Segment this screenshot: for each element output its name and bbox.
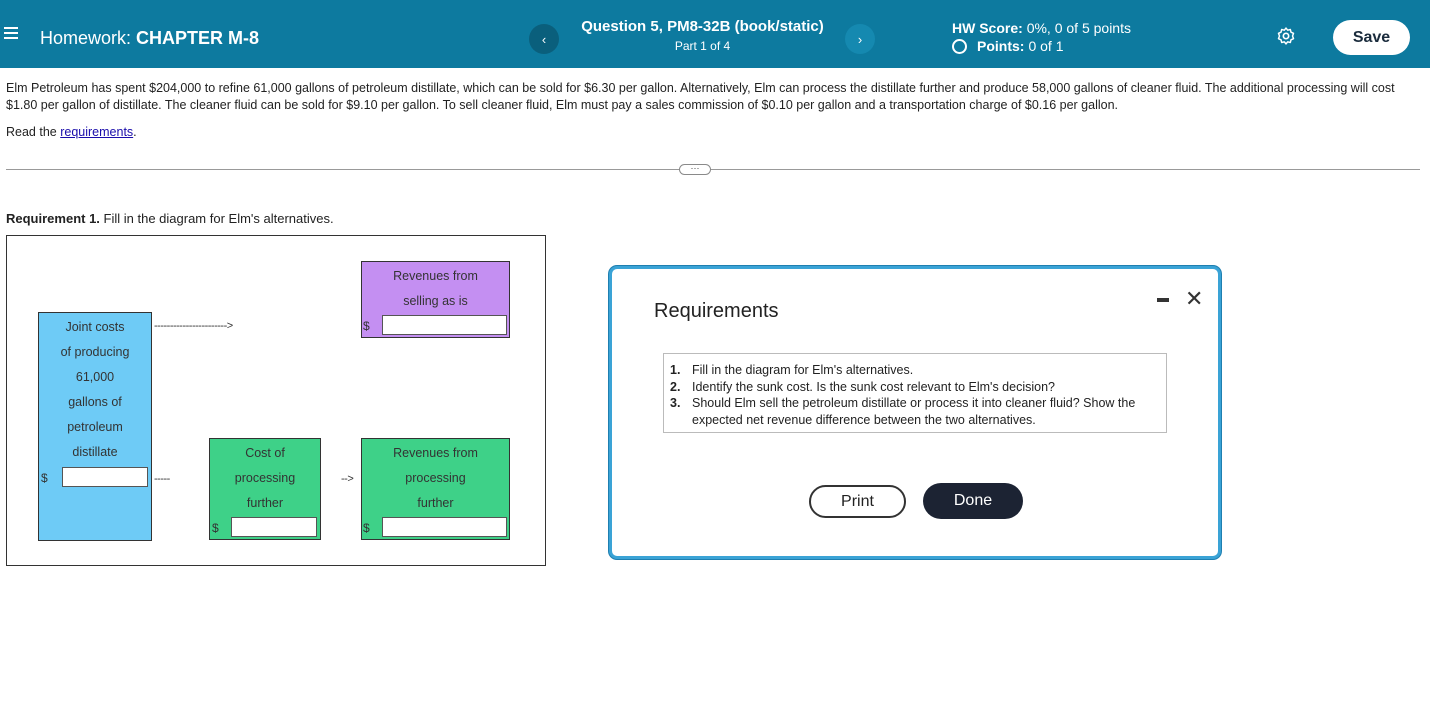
question-part: Part 1 of 4 [674,39,731,53]
joint-costs-label-line: Joint costs [65,320,125,334]
cost-further-input[interactable] [231,517,317,537]
joint-costs-box [38,312,152,541]
problem-statement: Elm Petroleum has spent $204,000 to refine 61,000 gallons of petroleum distillate, which can be sold for $6.30 per gallon. Alternatively, Elm can process the distillate further and produce 58,000 gallons of cleaner fluid. The additional processing will cost $1.80 per gallon of distillate. The cleaner fluid can be sold for $9.10 per gallon. To sell cleaner fluid, Elm must pay a sales commission of $0.10 per gallon and a transportation charge of $0.16 per gallon. [6,81,1395,112]
requirements-dialog [609,266,1221,559]
previous-question-button[interactable] [529,24,559,54]
expand-more-button[interactable]: ··· [679,164,711,175]
read-prefix: Read the [6,125,61,139]
hw-score [952,20,1131,36]
read-suffix: . [133,125,137,139]
joint-costs-label-line: distillate [72,445,118,459]
list-item-number: 3. [670,396,681,410]
joint-costs-label-line: of producing [60,345,130,359]
list-item-number: 2. [670,379,681,394]
joint-costs-label-line: petroleum [67,420,123,434]
arrow-to-as-is [154,320,233,332]
list-item-text: Identify the sunk cost. Is the sunk cost relevant to Elm's decision? [692,379,1055,394]
done-button[interactable]: Done [923,483,1023,519]
requirement-1-text: Fill in the diagram for Elm's alternatives. [99,211,334,226]
print-button[interactable]: Print [809,485,906,518]
points-label: Points: [977,38,1025,54]
cost-further-label-line: processing [234,471,296,485]
homework-chapter: CHAPTER M-8 [136,28,260,48]
cost-further-label-line: Cost of [245,446,285,460]
read-requirements [6,125,137,139]
revenues-further-dollar: $ [363,521,370,535]
revenues-as-is-dollar: $ [363,319,370,333]
revenues-as-is-label-line: selling as is [403,294,468,308]
alternatives-diagram [6,235,546,566]
chevron-left-icon: ‹ [541,31,547,47]
chevron-right-icon: › [857,31,863,47]
list-item-text: Should Elm sell the petroleum distillate or process it into cleaner fluid? Show the expected net revenue difference between the two alternatives. [692,396,1136,427]
joint-costs-input[interactable] [62,467,148,487]
points-status-icon [952,39,967,54]
revenues-as-is-input[interactable] [382,315,507,335]
joint-costs-dollar: $ [41,471,48,485]
menu-icon[interactable] [4,27,18,39]
revenues-further-label-line: Revenues from [393,446,478,460]
homework-label: Homework: [40,28,132,48]
gear-icon[interactable] [1276,26,1296,46]
list-item-text: Fill in the diagram for Elm's alternatives. [692,363,914,377]
question-title: Question 5, PM8-32B (book/static) [581,18,824,35]
joint-costs-label-line: 61,000 [75,370,115,384]
revenues-further-label-line: processing [405,471,466,485]
arrow-head: > [226,320,233,332]
save-button[interactable]: Save [1333,20,1410,55]
cost-further-label-line: further [246,496,284,510]
list-item [670,379,1158,396]
revenues-further-input[interactable] [382,517,507,537]
requirements-link[interactable]: requirements [60,125,134,139]
cost-further-dollar: $ [212,521,219,535]
revenues-as-is-label-line: Revenues from [393,269,478,283]
dash-to-processing: ----- [154,473,170,485]
list-item [670,395,1158,428]
requirement-1-label: Requirement 1. [6,211,100,226]
list-item [670,362,1158,379]
arrow-line: ----------------------- [154,320,227,332]
arrow-to-further: --> [341,473,354,485]
list-item-number: 1. [670,363,681,377]
question-points [952,38,1063,54]
next-question-button[interactable] [845,24,875,54]
points-value: 0 of 1 [1028,38,1064,54]
homework-title [40,28,259,49]
hw-score-label: HW Score: [952,20,1023,36]
minimize-icon[interactable] [1157,293,1171,307]
requirements-list [663,353,1167,433]
hw-score-value: 0%, 0 of 5 points [1026,20,1131,36]
joint-costs-label-line: gallons of [68,395,122,409]
dialog-title: Requirements [654,300,779,322]
close-icon[interactable]: ✕ [1185,286,1204,311]
requirement-1-prompt [6,211,334,226]
section-divider [6,169,1420,170]
revenues-further-label-line: further [417,496,454,510]
top-header-bar [0,0,1430,68]
